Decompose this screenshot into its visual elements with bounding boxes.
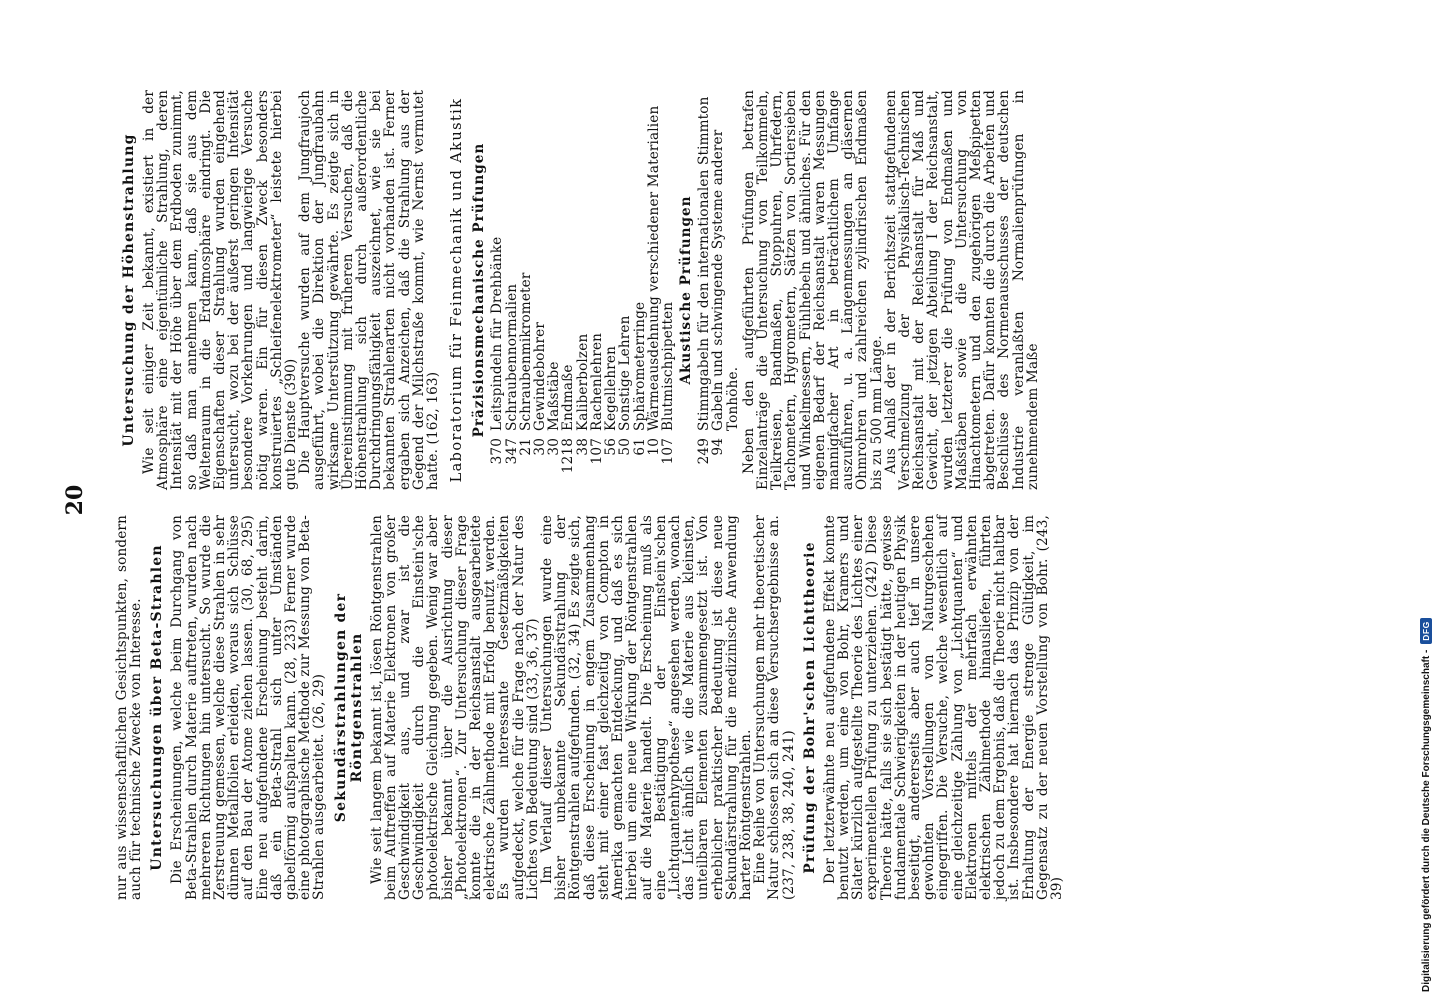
list-item: 10 Wärmeausdehnung verschiedener Materialien — [645, 105, 662, 456]
hoehenstrahlung-heading: Untersuchung der Höhenstrahlung — [121, 133, 137, 447]
sekundaer-paragraph-1: Wie seit langem bekannt ist, lösen Röntgenstrahlen beim Auftreffen auf Materie Elektronen von großer Geschwindigkeit aus, und zwar ist die Geschwindigkeit durch die Einstein'sche photoelektrische Gleichung gegeben. Wenig war aber bisher bekannt über die Ausrichtung dieser „Photoelektronen“. Zur Untersuchung dieser Frage konnte die in der Reichsanstalt ausgearbeitete elektrische Zählmethode mit Erfolg benutzt werden. Es wurden interessante Gesetzmäßigkeiten aufgedeckt, welche für die Frage nach der Natur des Lichtes von Bedeutung sind (33, 36, 37) — [368, 515, 541, 900]
list-item: 107 Rachenlehren — [588, 332, 605, 465]
left-column — [115, 515, 1064, 900]
intro-paragraph: nur aus wissenschaftlichen Gesichtspunkten, sondern auch für technische Zwecke von Interesse. — [114, 515, 145, 900]
list-item: 38 Kaliberbolzen — [574, 333, 591, 456]
beta-paragraph: Die Erscheinungen, welche beim Durchgang von Beta-Strahlen durch Materie auftreten, wurden nach mehreren Richtungen hin untersucht. So wurde die Zerstreuung gemessen, welche diese Strahlen in sehr dünnen Metallfolien erleiden, woraus sich Schlüsse auf den Bau der Atome ziehen lassen. (30, 68, 295) Eine neu aufgefundene Erscheinung besteht darin, daß ein Beta-Strahl sich unter Umständen gabelförmig aufspalten kann. (28, 233) Ferner wurde eine photographische Methode zur Messung von Beta-Strahlen ausgearbeitet. (26, 29) — [169, 515, 328, 900]
page-number: 20 — [62, 484, 88, 516]
list-item: 61 Sphärometerringe — [631, 301, 648, 456]
sekundaer-paragraph-2: Im Verlauf dieser Untersuchungen wurde eine bisher unbekannte Sekundärstrahlung der Röntgenstrahlen aufgefunden. (32, 34) Es zeigte sich, daß diese Erscheinung in engem Zusammenhang steht mit einer fast gleichzeitig von Compton in Amerika gemachten Entdeckung, und daß es sich hierbei um eine neue Wirkung der Röntgenstrahlen auf die Materie handelt. Die Erscheinung muß als eine Bestätigung der Einstein'schen „Lichtquantenhypothese“ angesehen werden, wonach das Licht ähnlich wie die Materie aus kleinsten, unteilbaren Elementen zusammengesetzt ist. Von erheblicher praktischer Bedeutung ist diese neue Sekundärstrahlung für die medizinische Anwendung harter Röntgenstrahlen. — [539, 515, 754, 900]
hoehenstrahlung-paragraph-2: Die Hauptversuche wurden auf dem Jungfraujoch ausgeführt, wobei die Direktion der Jungfraubahn wirksame Unterstützung gewährte. Es zeigte sich in Übereinstimmung mit früheren Versuchen, daß die Höhenstrahlung sich durch außerordentliche Durchdringungsfähigkeit auszeichnet, wie sie bei bekannten Strahlenarten nicht vorhanden ist. Ferner ergaben sich Anzeichen, daß die Strahlung aus der Gegend der Milchstraße kommt, wie Nernst vermutet hatte. (162, 163) — [297, 90, 442, 490]
bohr-heading: Prüfung der Bohr'schen Lichttheorie — [801, 541, 818, 874]
dfg-logo-icon: DFG — [1420, 618, 1432, 643]
bohr-paragraph: Der letzterwähnte neu aufgefundene Effekt konnte benutzt werden, um eine von Bohr, Kramers und Slater kürzlich aufgestellte Theorie des Lichtes einer experimentellen Prüfung zu unterziehen. (242) Diese Theorie hätte, falls sie sich bestätigt hätte, gewisse fundamentale Schwierigkeiten in der heutigen Physik beseitigt, andererseits aber auch tief in unsere gewohnten Vorstellungen von Naturgeschehen eingegriffen. Die Versuche, welche wesentlich auf eine gleichzeitige Zählung von „Lichtquanten“ und Elektronen mittels der mehrfach erwähnten elektrischen Zählmethode hinausliefen, führten jedoch zu dem Ergebnis, daß die Theorie nicht haltbar ist. Insbesondere hat hiernach das Prinzip von der Erhaltung der Energie strenge Gültigkeit, im Gegensatz zu der neuen Vorstellung von Bohr. (243, 39) — [821, 515, 1065, 900]
laboratory-title: Laboratorium für Feinmechanik und Akustik — [449, 97, 466, 483]
list-item: 30 Gewindebohrer — [532, 321, 549, 456]
right-column — [115, 90, 1040, 490]
list-item: 1218 Endmaße — [560, 364, 577, 474]
list-item: 21 Schraubenmikrometer — [517, 272, 534, 456]
list-item: 30 Maßstäbe — [546, 361, 563, 456]
sekundaer-paragraph-3: Eine Reihe von Untersuchungen mehr theoretischer Natur schlossen sich an diese Versuchsergebnisse an. (237, 238, 38, 240, 241) — [752, 515, 797, 900]
list-item: 370 Leitspindeln für Drehbänke — [489, 236, 506, 465]
list-item: 94 Gabeln und schwingende Systeme anderer Tonhöhe. — [710, 129, 741, 456]
list-item: 347 Schraubennormalien — [503, 283, 520, 465]
akustik-list — [697, 90, 740, 490]
hoehenstrahlung-paragraph-1: Wie seit einiger Zeit bekannt, existiert in der Atmosphäre eine eigentümliche Strahlung, deren Intensität mit der Höhe über dem Erdboden zunimmt, so daß man annehmen kann, daß sie aus dem Weltenraum in die Erdatmosphäre eindringt. Die Eigenschaften dieser Strahlung wurden eingehend untersucht, wozu bei der äußerst geringen Intensität besondere Vorkehrungen und langwierige Versuche nötig waren. Ein für diesen Zweck besonders konstruiertes „Schleifenelektrometer“ leistete hierbei gute Dienste (390) — [141, 90, 300, 490]
digitization-footer — [1418, 8, 1434, 992]
akustik-heading: Akustische Prüfungen — [678, 195, 695, 385]
list-item: 50 Sonstige Lehren — [617, 315, 634, 456]
laboratory-paragraph-1: Neben den aufgeführten Prüfungen betrafen Einzelanträge die Untersuchung von Teilkommeln, Teilkreisen, Bandmaßen, Stoppuhren, Uhrfedern, Tachometern, Hygrometern, Sätzen von Sortiersieben und Winkelmessern, Fühlhebeln und ähnliches. Für den eigenen Bedarf der Reichsanstalt waren Messungen mannigfacher Art in beträchtlichem Umfange auszuführen, u. a. Längenmessungen an gläsernen Ohmrohren und zahlreichen zylindrischen Endmaßen bis zu 500 mm Länge. — [740, 90, 885, 490]
praezision-heading: Präzisionsmechanische Prüfungen — [471, 142, 488, 438]
laboratory-paragraph-2: Aus Anlaß der in der Berichtszeit stattgefundenen Verschmelzung der Physikalisch-Technischen Reichsanstalt mit der Reichsanstalt für Maß und Gewicht, der jetzigen Abteilung I der Reichsanstalt, wurden letzterer die Prüfung von Endmaßen und Maßstäben sowie die Untersuchung von Hinachtometern und den zugehörigen Meßpipetten abgetreten. Dafür konnten die durch die Arbeiten und Beschlüsse des Normenausschusses der deutschen Industrie veranlaßten Normalienprüfungen in zunehmendem Maße — [882, 90, 1041, 490]
list-item: 249 Stimmgabeln für den internationalen Stimmton — [696, 96, 713, 465]
praezision-list — [490, 90, 675, 490]
list-item: 107 Blutmischpipetten — [659, 301, 676, 465]
list-item: 56 Kegellehren — [603, 345, 620, 456]
dfg-credit: Digitalisierung gefördert durch die Deutsche Forschungsgemeinschaft - — [1420, 649, 1432, 992]
beta-heading: Untersuchungen über Beta-Strahlen — [149, 544, 166, 871]
sekundaer-heading: Sekundärstrahlungen der Röntgenstrahlen — [332, 592, 365, 823]
